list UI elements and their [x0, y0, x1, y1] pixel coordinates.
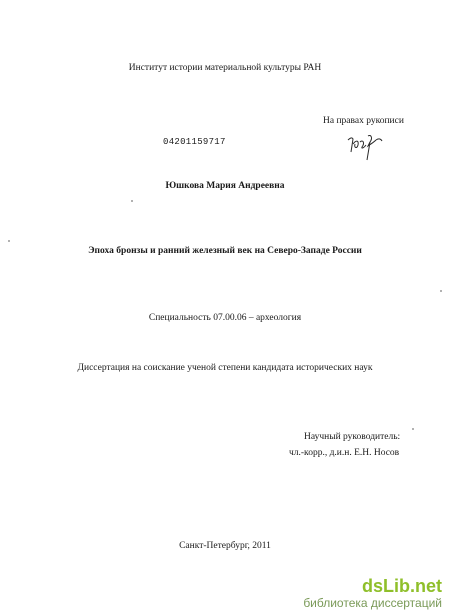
- watermark-brand: dsLib.net: [362, 576, 442, 596]
- watermark-logo: [303, 576, 442, 610]
- degree-statement: Диссертация на соискание ученой степени кандидата исторических наук: [77, 363, 373, 373]
- scan-speck: [131, 200, 133, 202]
- manuscript-rights-label: На правах рукописи: [323, 116, 404, 126]
- supervisor-name: чл.-корр., д.и.н. Е.Н. Носов: [289, 448, 400, 458]
- scan-speck: [440, 290, 442, 292]
- watermark-tagline: библиотека диссертаций: [303, 596, 442, 610]
- handwritten-signature: [346, 130, 386, 164]
- registration-number: 04201159717: [163, 137, 226, 147]
- specialty: Специальность 07.00.06 – археология: [148, 313, 302, 323]
- supervisor-label: Научный руководитель:: [304, 432, 401, 442]
- institute-name: Институт истории материальной культуры РАН: [128, 63, 322, 73]
- author-name: Юшкова Мария Андреевна: [165, 181, 285, 191]
- place-and-year: Санкт-Петербург, 2011: [179, 541, 271, 551]
- scan-speck: [8, 240, 10, 242]
- dissertation-title: Эпоха бронзы и ранний железный век на Северо-Западе России: [88, 246, 362, 256]
- scan-speck: [412, 428, 414, 430]
